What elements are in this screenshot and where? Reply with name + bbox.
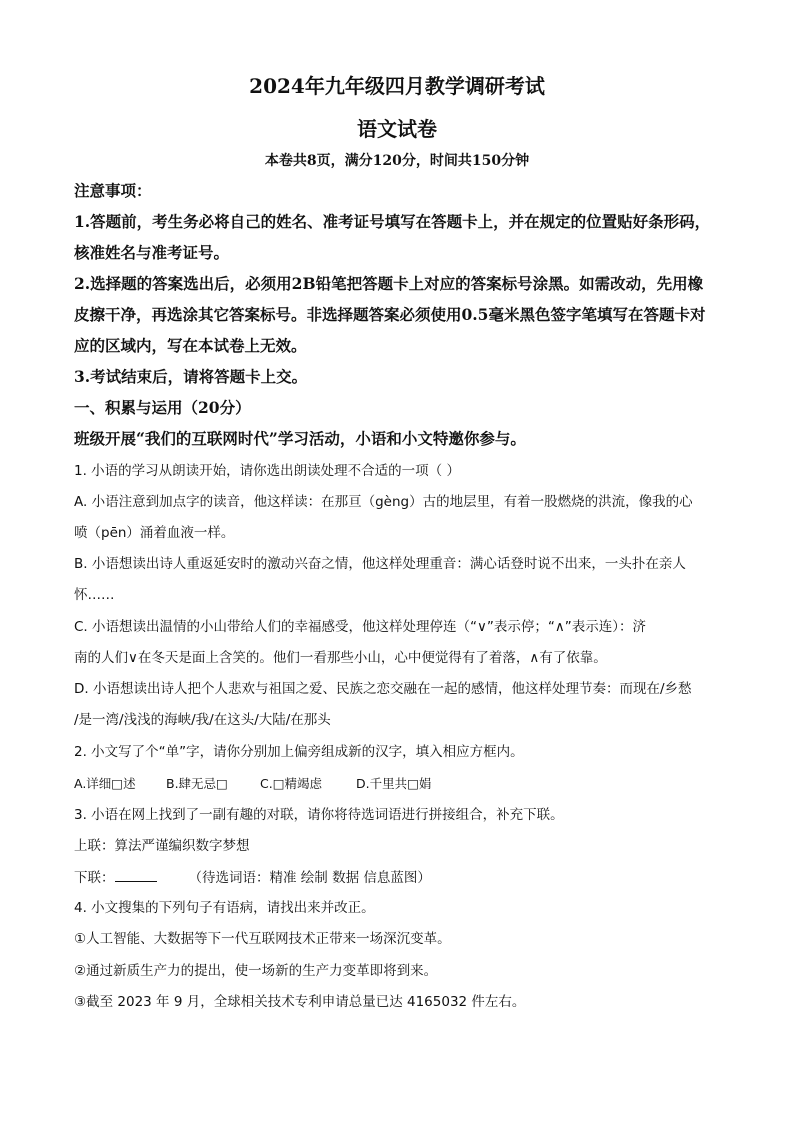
question-4-sentence: ①人工智能、大数据等下一代互联网技术正带来一场深沉变革。 [74, 931, 451, 947]
question-1-option-line: 南的人们∨在冬天是面上含笑的。他们一看那些小山，心中便觉得有了着落，∧有了依靠。 [74, 650, 607, 666]
question-4-sentence: ③截至 2023 年 9 月，全球相关技术专利申请总量已达 4165032 件左右。 [74, 994, 526, 1010]
question-2-option-d: D.千里共□娟 [356, 776, 432, 791]
notice-line: 1.答题前，考生务必将自己的姓名、准考证号填写在答题卡上，并在规定的位置贴好条形码， [74, 212, 711, 231]
exam-subject: 语文试卷 [357, 117, 437, 141]
question-3-upper-couplet: 上联：算法严谨编织数字梦想 [74, 838, 250, 854]
notice-line: 核准姓名与准考证号。 [74, 243, 230, 262]
question-1-option-line: 喷（pēn）涌着血液一样。 [74, 525, 235, 541]
question-2-option-b: B.肆无忌□ [166, 776, 228, 791]
question-2-options [74, 774, 734, 794]
question-2-option-a: A.详细□述 [74, 776, 136, 791]
notice-line: 3.考试结束后，请将答题卡上交。 [74, 367, 308, 386]
exam-title: 2024年九年级四月教学调研考试 [249, 74, 545, 98]
question-3-lower-couplet [74, 867, 734, 888]
question-1-option-line: /是一湾/浅浅的海峡/我/在这头/大陆/在那头 [74, 712, 331, 728]
question-1-option-line: A. 小语注意到加点字的读音，他这样读：在那亘（gèng）古的地层里，有着一股燃烧的洪流，像我的心 [74, 494, 693, 510]
section-intro: 班级开展“我们的互联网时代”学习活动，小语和小文特邀你参与。 [74, 429, 526, 448]
question-1-option-line: 怀…… [74, 587, 115, 603]
notice-line: 皮擦干净，再选涂其它答案标号。非选择题答案必须使用0.5毫米黑色签字笔填写在答题卡对 [74, 305, 706, 324]
candidate-words: （待选词语：精准 绘制 数据 信息蓝图） [188, 870, 431, 886]
lower-couplet-label: 下联： [74, 870, 115, 886]
notice-line: 2.选择题的答案选出后，必须用2B铅笔把答题卡上对应的答案标号涂黑。如需改动，先用橡 [74, 274, 704, 293]
notice-heading: 注意事项： [74, 181, 152, 200]
question-2-option-c: C.□精竭虑 [260, 776, 323, 791]
section-heading: 一、积累与运用（20分） [74, 398, 251, 417]
answer-blank[interactable] [115, 867, 157, 882]
question-1-stem: 1. 小语的学习从朗读开始，请你选出朗读处理不合适的一项（ ） [74, 463, 460, 479]
question-1-option-line: B. 小语想读出诗人重返延安时的激动兴奋之情，他这样处理重音：满心话登时说不出来，一头扑在亲人 [74, 556, 686, 572]
question-1-option-line: C. 小语想读出温情的小山带给人们的幸福感受，他这样处理停连（“∨”表示停；“∧”表示连）：济 [74, 619, 646, 635]
question-3-stem: 3. 小语在网上找到了一副有趣的对联，请你将待选词语进行拼接组合，补充下联。 [74, 807, 564, 823]
question-4-sentence: ②通过新质生产力的提出，使一场新的生产力变革即将到来。 [74, 963, 438, 979]
exam-info: 本卷共8页，满分120分，时间共150分钟 [264, 153, 530, 169]
question-1-option-line: D. 小语想读出诗人把个人悲欢与祖国之爱、民族之恋交融在一起的感情，他这样处理节奏：而现在/乡愁 [74, 681, 692, 697]
question-2-stem: 2. 小文写了个“单”字，请你分别加上偏旁组成新的汉字，填入相应方框内。 [74, 744, 524, 760]
question-4-stem: 4. 小文搜集的下列句子有语病，请找出来并改正。 [74, 900, 375, 916]
notice-line: 应的区域内，写在本试卷上无效。 [74, 336, 307, 355]
